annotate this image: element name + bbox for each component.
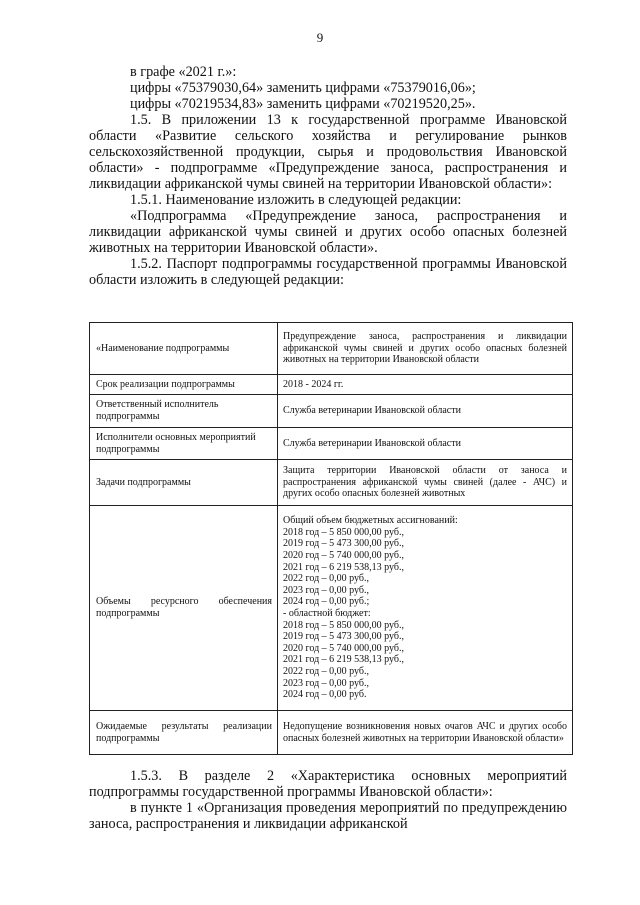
funding-line: 2020 год – 5 740 000,00 руб.,	[283, 550, 404, 562]
paragraph-1-5-3-item: в пункте 1 «Организация проведения мероприятий по предупреждению заноса, распространения и ликвидации африканской	[89, 800, 567, 832]
intro-line-1: в графе «2021 г.»:	[130, 64, 237, 80]
passport-label-executors: Исполнители основных мероприятий подпрограммы	[90, 428, 278, 460]
funding-line: 2024 год – 0,00 руб.;	[283, 596, 370, 608]
intro-line-3: цифры «70219534,83» заменить цифрами «70219520,25».	[130, 96, 476, 112]
funding-line: 2024 год – 0,00 руб.	[283, 689, 367, 701]
passport-label-results	[90, 711, 278, 755]
passport-value-executors: Служба ветеринарии Ивановской области	[278, 428, 573, 460]
section-1-5-3	[89, 768, 567, 832]
passport-label-funding	[90, 506, 278, 711]
results-label-text: Ожидаемые результаты реализации подпрограммы	[96, 720, 272, 744]
funding-line: Общий объем бюджетных ассигнований:	[283, 515, 458, 527]
passport-value-tasks: Защита территории Ивановской области от заноса и распространения африканской чумы свиней (далее - АЧС) и других особо опасных болезней животных	[278, 460, 573, 506]
funding-line: - областной бюджет:	[283, 608, 371, 619]
funding-line: 2023 год – 0,00 руб.,	[283, 584, 369, 596]
funding-line: 2019 год – 5 473 300,00 руб.,	[283, 538, 404, 550]
passport-table	[89, 322, 573, 755]
funding-line: 2022 год – 0,00 руб.,	[283, 573, 369, 585]
funding-label-text: Объемы ресурсного обеспечения подпрограммы	[96, 596, 272, 619]
intro-line-2: цифры «75379030,64» заменить цифрами «75379016,06»;	[130, 80, 476, 96]
passport-label-term: Срок реализации подпрограммы	[90, 375, 278, 395]
table-row	[90, 323, 573, 375]
paragraph-1-5-1: 1.5.1. Наименование изложить в следующей редакции:	[130, 192, 462, 208]
passport-label-tasks: Задачи подпрограммы	[90, 460, 278, 506]
funding-line: 2021 год – 6 219 538,13 руб.,	[283, 561, 404, 573]
passport-value-funding	[278, 506, 573, 711]
paragraph-1-5-1-text: «Подпрограмма «Предупреждение заноса, распространения и ликвидации африканской чумы свиней и других особо опасных болезней животных на территории Ивановской области».	[89, 208, 567, 256]
funding-line: 2019 год – 5 473 300,00 руб.,	[283, 631, 404, 643]
table-row	[90, 428, 573, 460]
funding-line: 2018 год – 5 850 000,00 руб.,	[283, 526, 404, 538]
funding-line: 2022 год – 0,00 руб.,	[283, 665, 369, 677]
page-number: 9	[316, 30, 324, 45]
passport-label-name: «Наименование подпрограммы	[90, 323, 278, 375]
funding-line: 2023 год – 0,00 руб.,	[283, 677, 369, 689]
table-row	[90, 375, 573, 395]
funding-line: 2021 год – 6 219 538,13 руб.,	[283, 654, 404, 666]
paragraph-1-5: 1.5. В приложении 13 к государственной программе Ивановской области «Развитие сельского хозяйства и регулирование рынков сельскохозяйственной продукции, сырья и продовольствия Ивановской области» - подпрограмме «Предупреждение заноса, распространения и ликвидации африканской чумы свиней на территории Ивановской области»:	[89, 112, 567, 192]
passport-value-responsible: Служба ветеринарии Ивановской области	[278, 395, 573, 428]
paragraph-1-5-2: 1.5.2. Паспорт подпрограммы государственной программы Ивановской области изложить в следующей редакции:	[89, 256, 567, 288]
passport-value-term: 2018 - 2024 гг.	[278, 375, 573, 395]
passport-value-name: Предупреждение заноса, распространения и ликвидации африканской чумы свиней и других особо опасных болезней животных на территории Ивановской области	[278, 323, 573, 375]
funding-line: 2018 год – 5 850 000,00 руб.,	[283, 619, 404, 631]
table-row	[90, 460, 573, 506]
funding-line: 2020 год – 5 740 000,00 руб.,	[283, 642, 404, 654]
table-row	[90, 506, 573, 711]
intro-block	[89, 64, 567, 288]
paragraph-1-5-3: 1.5.3. В разделе 2 «Характеристика основных мероприятий подпрограммы государственной программы Ивановской области»:	[89, 768, 567, 800]
table-row	[90, 395, 573, 428]
table-row	[90, 711, 573, 755]
passport-value-results: Недопущение возникновения новых очагов АЧС и других особо опасных болезней животных на территории Ивановской области»	[278, 711, 573, 755]
passport-label-responsible: Ответственный исполнитель подпрограммы	[90, 395, 278, 428]
